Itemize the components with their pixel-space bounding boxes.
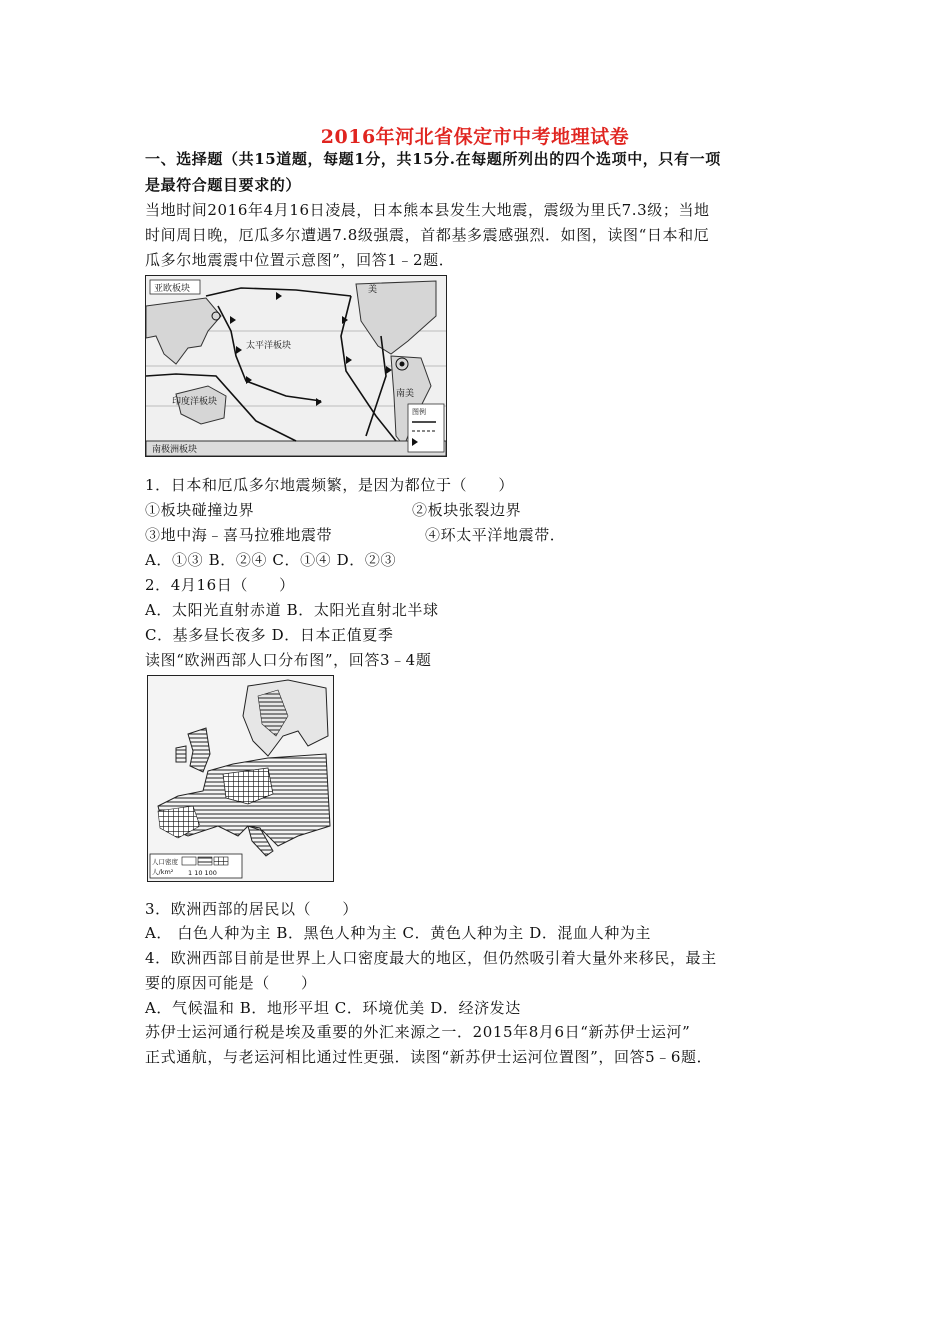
- intro1-line1: 当地时间2016年4月16日凌晨，日本熊本县发生大地震，震级为里氏7.3级；当地: [145, 201, 710, 219]
- q2-stem: 2．4月16日（ ）: [145, 576, 295, 594]
- intro3-line2: 正式通航，与老运河相比通过性更强．读图“新苏伊士运河位置图”，回答5﹣6题．: [145, 1048, 713, 1066]
- america-south-label: 南美: [396, 389, 415, 399]
- q3-options: A． 白色人种为主 B．黑色人种为主 C．黄色人种为主 D．混血人种为主: [145, 924, 652, 942]
- america-north-label: 美: [368, 285, 378, 295]
- plate-map-figure: [145, 275, 447, 457]
- q4-stem-line2: 要的原因可能是（ ）: [145, 974, 317, 992]
- ecuador-epicenter-dot: [400, 362, 405, 367]
- intro1-line3: 瓜多尔地震震中位置示意图”，回答1﹣2题．: [145, 251, 455, 269]
- ireland-landmass: [176, 746, 186, 762]
- intro2-text: 读图“欧洲西部人口分布图”，回答3﹣4题: [145, 651, 432, 669]
- plate-map-svg: [146, 276, 446, 456]
- q4-stem-line1: 4．欧洲西部目前是世界上人口密度最大的地区，但仍然吸引着大量外来移民，最主: [145, 949, 717, 967]
- section-heading-line1: 一、选择题（共15道题，每题1分，共15分.在每题所列出的四个选项中，只有一项: [145, 150, 721, 168]
- pacific-plate-label: 太平洋板块: [246, 341, 292, 351]
- indo-plate-label: 印度洋板块: [172, 397, 218, 407]
- q4-options: A．气候温和 B．地形平坦 C．环境优美 D．经济发达: [145, 999, 521, 1017]
- antarctic-plate-label: 南极洲板块: [152, 445, 198, 455]
- exam-title: 2016年河北省保定市中考地理试卷: [320, 126, 630, 148]
- map2-legend-label2: 人/km²: [152, 868, 174, 876]
- intro3-line1: 苏伊士运河通行税是埃及重要的外汇来源之一．2015年8月6日“新苏伊士运河”: [145, 1023, 691, 1041]
- europe-map-svg: [148, 676, 333, 881]
- q1-stem: 1．日本和厄瓜多尔地震频繁，是因为都位于（ ）: [145, 476, 514, 494]
- map2-legend-label1: 人口密度: [152, 858, 178, 866]
- q2-options-ab: A．太阳光直射赤道 B．太阳光直射北半球: [145, 601, 439, 619]
- q3-stem: 3．欧洲西部的居民以（ ）: [145, 900, 358, 918]
- q1-answers: A．①③ B．②④ C．①④ D．②③: [145, 551, 397, 569]
- q1-option-3: ③地中海﹣喜马拉雅地震带: [145, 526, 333, 544]
- q2-options-cd: C．基多昼长夜多 D．日本正值夏季: [145, 626, 394, 644]
- q1-option-4: ④环太平洋地震带．: [425, 526, 566, 544]
- section-heading-line2: 是最符合题目要求的）: [145, 176, 302, 194]
- map1-legend-title: 图例: [412, 408, 426, 416]
- eurasia-plate-label: 亚欧板块: [154, 284, 191, 294]
- intro1-line2: 时间周日晚，厄瓜多尔遭遇7.8级强震，首都基多震感强烈．如图，读图“日本和厄: [145, 226, 710, 244]
- map2-legend-values: 1 10 100: [188, 869, 217, 877]
- q1-option-1: ①板块碰撞边界: [145, 501, 255, 519]
- q1-option-2: ②板块张裂边界: [412, 501, 522, 519]
- europe-population-map-figure: [147, 675, 334, 882]
